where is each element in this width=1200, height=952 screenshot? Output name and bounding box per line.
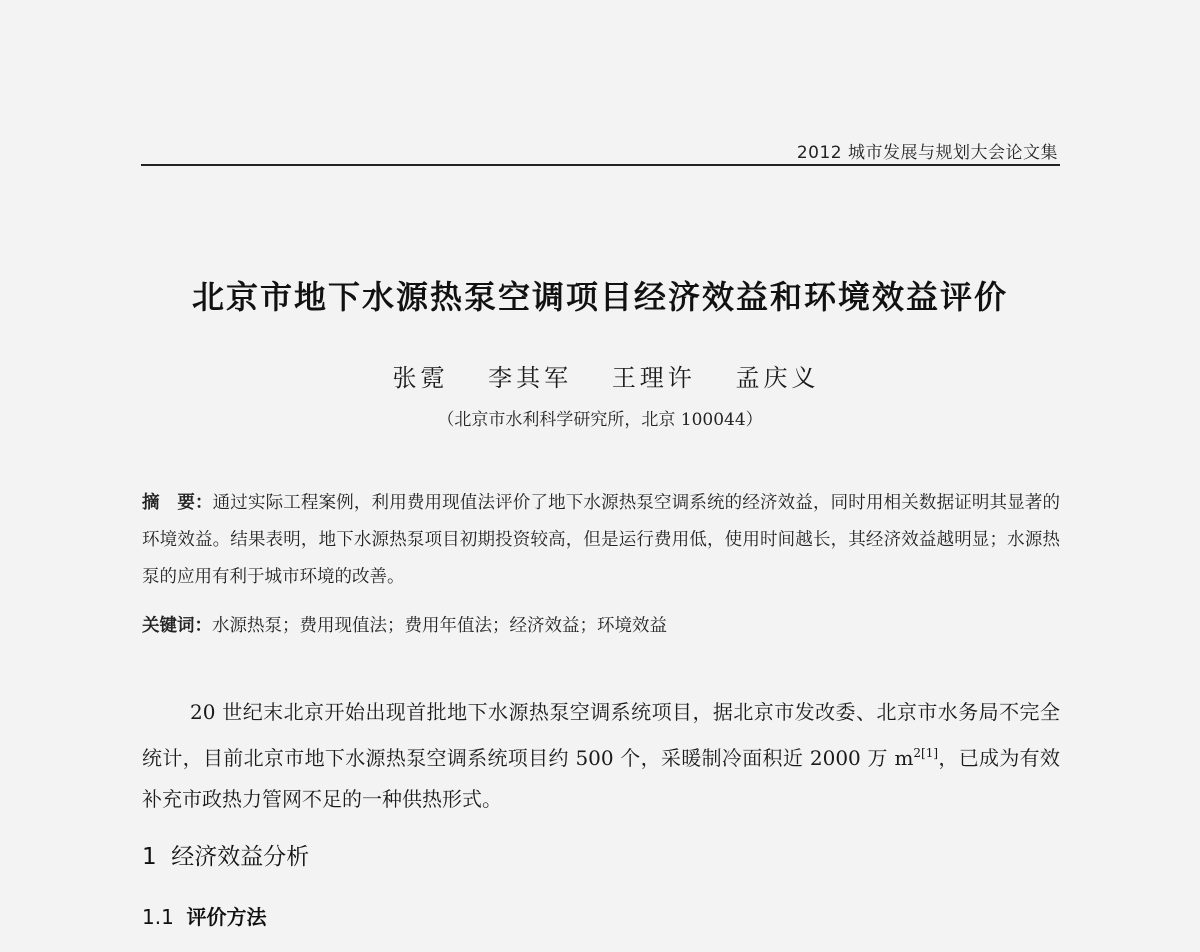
header-rule xyxy=(141,164,1060,166)
keywords-text: 水源热泵；费用现值法；费用年值法；经济效益；环境效益 xyxy=(212,616,667,636)
subsection-title: 评价方法 xyxy=(186,905,267,929)
author-name: 李其军 xyxy=(488,364,573,392)
keywords xyxy=(142,608,1060,645)
abstract xyxy=(142,485,1060,596)
abstract-label: 摘 要： xyxy=(142,493,213,513)
affiliation: （北京市水利科学研究所，北京 100044） xyxy=(437,410,763,430)
citation-superscript: 2[1] xyxy=(913,746,939,760)
keywords-label: 关键词： xyxy=(142,616,212,636)
author-list xyxy=(0,358,1200,393)
section-title: 经济效益分析 xyxy=(171,844,310,870)
author-name: 王理许 xyxy=(611,364,696,392)
section-number: 1 xyxy=(142,844,157,870)
running-head: 2012 城市发展与规划大会论文集 xyxy=(796,143,1058,163)
subsection-number: 1.1 xyxy=(142,905,174,929)
intro-paragraph xyxy=(142,692,1060,820)
author-name: 孟庆义 xyxy=(735,364,820,392)
author-name: 张霓 xyxy=(392,364,449,392)
subsection-heading xyxy=(142,901,267,930)
intro-text-before: 20 世纪末北京开始出现首批地下水源热泵空调系统项目，据北京市发改委、北京市水务局不完全统计，目前北京市地下水源热泵空调系统项目约 500 个，采暖制冷面积近 2000 万 m xyxy=(142,700,1060,770)
abstract-text: 通过实际工程案例，利用费用现值法评价了地下水源热泵空调系统的经济效益，同时用相关数据证明其显著的环境效益。结果表明，地下水源热泵项目初期投资较高，但是运行费用低，使用时间越长，其经济效益越明显；水源热泵的应用有利于城市环境的改善。 xyxy=(142,493,1061,587)
intro-text-after: ，已成为有效补充市政热力管网不足的一种供热形式。 xyxy=(142,746,1060,811)
section-heading xyxy=(142,838,309,871)
paper-title: 北京市地下水源热泵空调项目经济效益和环境效益评价 xyxy=(191,278,1008,316)
